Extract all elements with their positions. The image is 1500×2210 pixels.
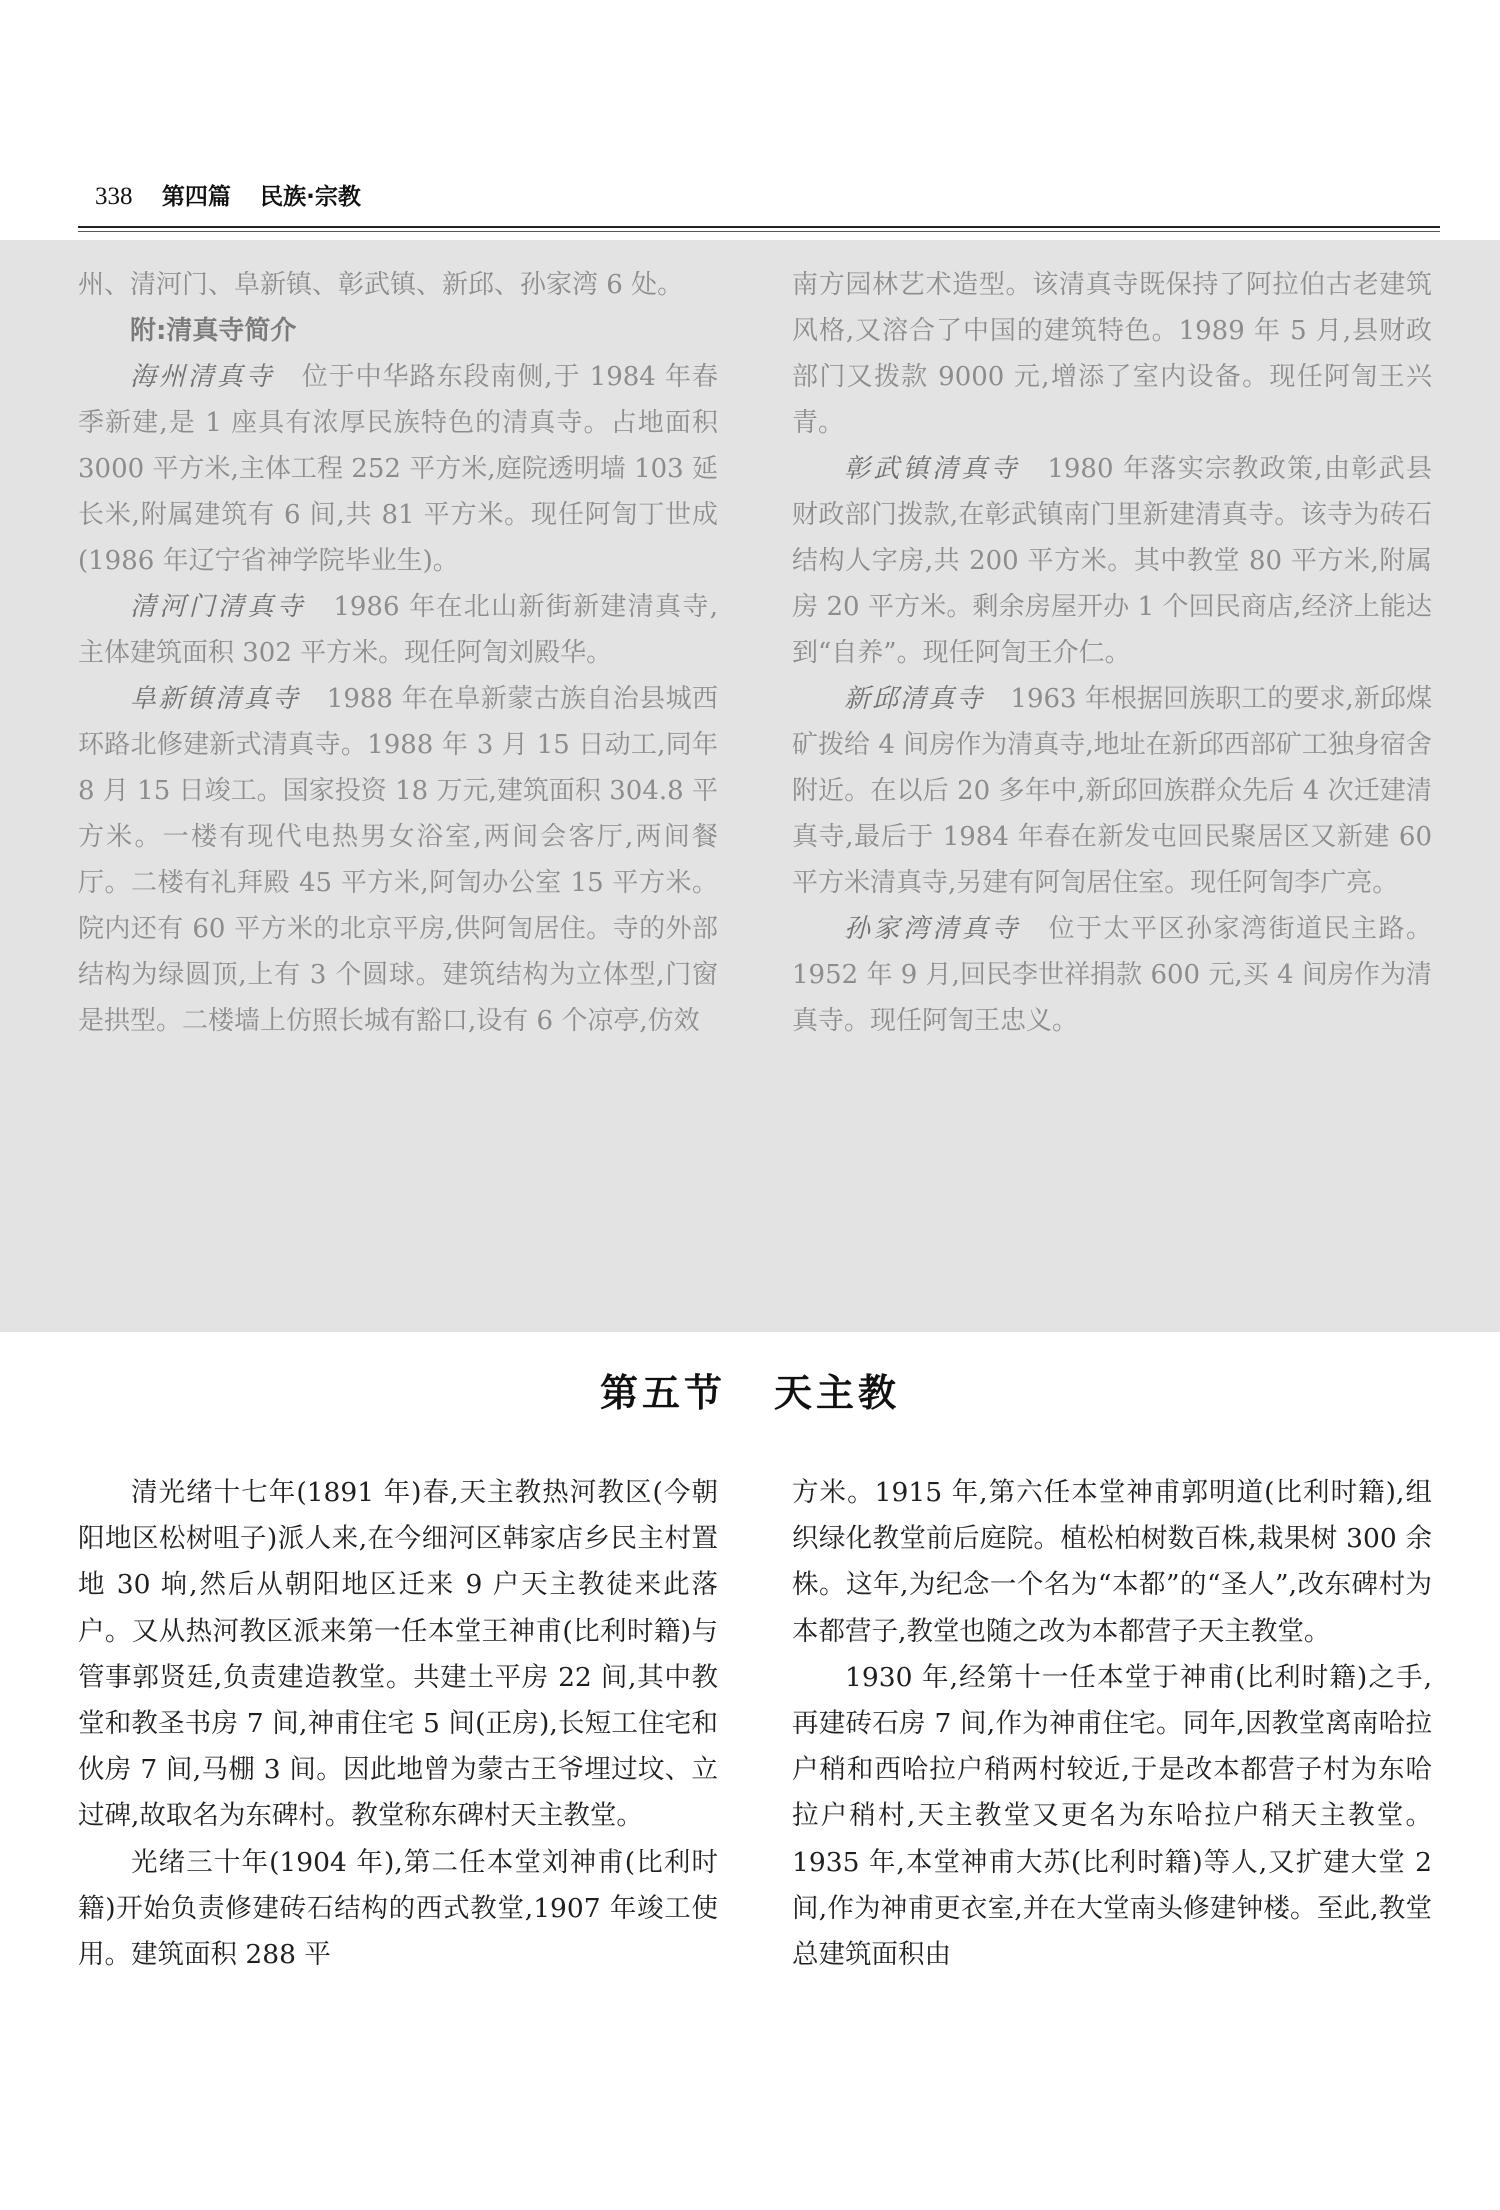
catholic-left-column (78, 1470, 718, 1978)
mosque-name: 孙家湾清真寺 (844, 914, 1021, 944)
mosque-entry (78, 584, 718, 676)
body-paragraph: 1930 年,经第十一任本堂于神甫(比利时籍)之手,再建砖石房 7 间,作为神甫住宅。同年,因教堂离南哈拉户稍和西哈拉户稍两村较近,于是改本都营子村为东哈拉户稍村,天主教堂又更名为东哈拉户稍天主教堂。1935 年,本堂神甫大苏(比利时籍)等人,又扩建大堂 2 间,作为神甫更衣室,并在大堂南头修建钟楼。至此,教堂总建筑面积由 (792, 1661, 1432, 1971)
mosque-entry (792, 446, 1432, 676)
mosque-desc: 位于太平区孙家湾街道民主路。1952 年 9 月,回民李世祥捐款 600 元,买 4 间房作为清真寺。现任阿訇王忠义。 (792, 914, 1432, 1036)
mosque-entry (792, 906, 1432, 1044)
header-rule-thin (78, 231, 1440, 232)
mosque-name: 海州清真寺 (130, 362, 275, 392)
part-subtitle: 民族·宗教 (260, 184, 361, 210)
mosque-name: 阜新镇清真寺 (130, 684, 301, 714)
annex-right-column (792, 262, 1432, 1044)
page-header (95, 178, 361, 211)
mosque-entry (78, 354, 718, 584)
mosque-desc: 1988 年在阜新蒙古族自治县城西环路北修建新式清真寺。1988 年 3 月 15 日动工,同年 8 月 15 日竣工。国家投资 18 万元,建筑面积 304.8 平方米。一楼有现代电热男女浴室,两间会客厅,两间餐厅。二楼有礼拜殿 45 平方米,阿訇办公室 15 平方米。院内还有 60 平方米的北京平房,供阿訇居住。寺的外部结构为绿圆顶,上有 3 个圆球。建筑结构为立体型,门窗是拱型。二楼墙上仿照长城有豁口,设有 6 个凉亭,仿效 (78, 684, 718, 1036)
annex-text-continuation: 州、清河门、阜新镇、彰武镇、新邱、孙家湾 6 处。 (78, 270, 684, 300)
annex-left-column (78, 262, 718, 1044)
mosque-desc: 位于中华路东段南侧,于 1984 年春季新建,是 1 座具有浓厚民族特色的清真寺。占地面积 3000 平方米,主体工程 252 平方米,庭院透明墙 103 延长米,附属建筑有 6 间,共 81 平方米。现任阿訇丁世成(1986 年辽宁省神学院毕业生)。 (78, 362, 718, 576)
body-paragraph: 光绪三十年(1904 年),第二任本堂刘神甫(比利时籍)开始负责修建砖石结构的西式教堂,1907 年竣工使用。建筑面积 288 平 (78, 1846, 718, 1971)
mosque-name: 彰武镇清真寺 (844, 454, 1020, 484)
mosque-name: 新邱清真寺 (844, 684, 985, 714)
body-paragraph: 清光绪十七年(1891 年)春,天主教热河教区(今朝阳地区松树咀子)派人来,在今细河区韩家店乡民主村置地 30 垧,然后从朝阳地区迁来 9 户天主教徒来此落户。又从热河教区派来第一任本堂王神甫(比利时籍)与管事郭贤廷,负责建造教堂。共建土平房 22 间,其中教堂和教圣书房 7 间,神甫住宅 5 间(正房),长短工住宅和伙房 7 间,马棚 3 间。因此地曾为蒙古王爷埋过坟、立过碑,故取名为东碑村。教堂称东碑村天主教堂。 (78, 1477, 718, 1832)
mosque-entry (792, 676, 1432, 906)
mosque-desc: 1980 年落实宗教政策,由彰武县财政部门拨款,在彰武镇南门里新建清真寺。该寺为砖石结构人字房,共 200 平方米。其中教堂 80 平方米,附属房 20 平方米。剩余房屋开办 1 个回民商店,经济上能达到“自养”。现任阿訇王介仁。 (792, 454, 1432, 668)
mosque-desc: 1986 年在北山新街新建清真寺,主体建筑面积 302 平方米。现任阿訇刘殿华。 (78, 592, 718, 668)
page-number: 338 (95, 183, 133, 210)
mosque-desc: 1963 年根据回族职工的要求,新邱煤矿拨给 4 间房作为清真寺,地址在新邱西部矿工独身宿舍附近。在以后 20 多年中,新邱回族群众先后 4 次迁建清真寺,最后于 1984 年春在新发屯回民聚居区又新建 60 平方米清真寺,另建有阿訇居住室。现任阿訇李广亮。 (792, 684, 1432, 898)
section-title: 天主教 (774, 1370, 901, 1415)
mosque-desc-continuation: 南方园林艺术造型。该清真寺既保持了阿拉伯古老建筑风格,又溶合了中国的建筑特色。1989 年 5 月,县财政部门又拨款 9000 元,增添了室内设备。现任阿訇王兴青。 (792, 270, 1432, 438)
section-heading (0, 1362, 1500, 1417)
annex-heading: 附:清真寺简介 (130, 316, 297, 346)
body-paragraph-continuation: 方米。1915 年,第六任本堂神甫郭明道(比利时籍),组织绿化教堂前后庭院。植松柏树数百株,栽果树 300 余株。这年,为纪念一个名为“本都”的“圣人”,改东碑村为本都营子,教堂也随之改为本都营子天主教堂。 (792, 1477, 1432, 1647)
part-title: 第四篇 (161, 184, 231, 210)
mosque-entry (78, 676, 718, 1044)
mosque-name: 清河门清真寺 (130, 592, 306, 622)
section-number: 第五节 (599, 1370, 726, 1415)
header-rule (78, 226, 1440, 228)
catholic-right-column (792, 1470, 1432, 1978)
